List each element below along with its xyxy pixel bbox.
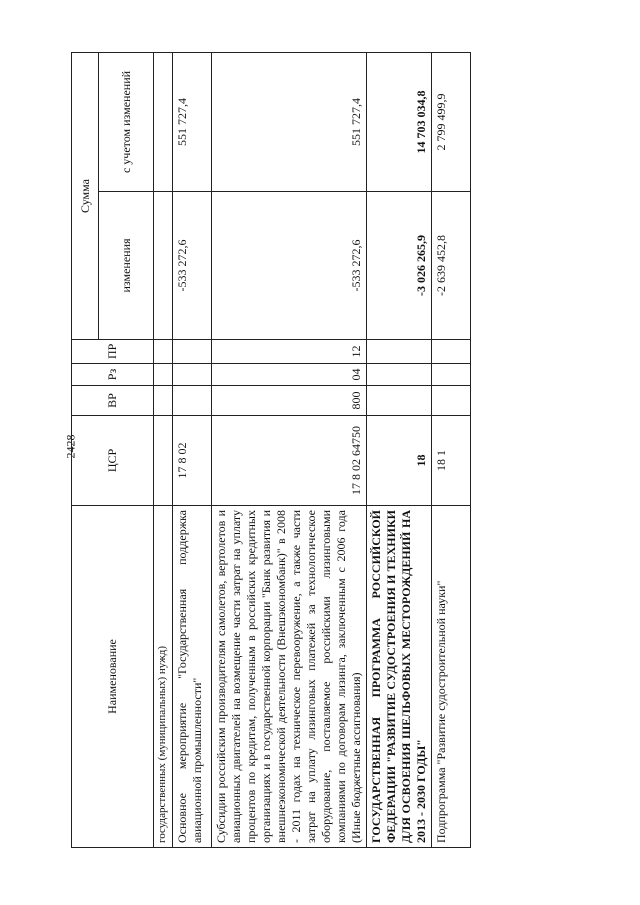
row-name: государственных (муниципальных) нужд) — [154, 506, 173, 848]
row-name: ГОСУДАРСТВЕННАЯ ПРОГРАММА РОССИЙСКОЙ ФЕДЕРАЦИИ "РАЗВИТИЕ СУДОСТРОЕНИЯ И ТЕХНИКИ ДЛЯ ОСВОЕНИЯ ШЕЛЬФОВЫХ МЕСТОРОЖДЕНИЙ НА 2013 - 2030 ГОДЫ" — [366, 506, 431, 848]
row-rz — [366, 364, 431, 386]
table-row — [211, 52, 366, 847]
row-vr — [172, 386, 211, 416]
header-rz: Рз — [72, 364, 154, 386]
row-pr — [431, 340, 470, 364]
header-name: Наименование — [72, 506, 154, 848]
row-changes: -533 272,6 — [172, 192, 211, 340]
row-pr: 12 — [211, 340, 366, 364]
page-number: 2428 — [63, 434, 78, 459]
row-pr — [154, 340, 173, 364]
row-with-changes: 2 799 499,9 — [431, 52, 470, 191]
budget-table — [71, 52, 471, 848]
header-pr: ПР — [72, 340, 154, 364]
row-csr: 18 — [366, 416, 431, 506]
row-name: Основное мероприятие "Государственная поддержка авиационной промышленности" — [172, 506, 211, 848]
row-rz — [172, 364, 211, 386]
header-vr: ВР — [72, 386, 154, 416]
budget-table-sheet — [71, 53, 615, 848]
row-pr — [172, 340, 211, 364]
header-row-1 — [72, 52, 99, 847]
row-changes: -533 272,6 — [211, 192, 366, 340]
table-row — [366, 52, 431, 847]
row-with-changes — [154, 52, 173, 191]
header-changes: изменения — [99, 192, 154, 340]
row-vr — [366, 386, 431, 416]
row-vr — [431, 386, 470, 416]
row-rz — [154, 364, 173, 386]
row-vr: 800 — [211, 386, 366, 416]
table-row — [154, 52, 173, 847]
table-row — [172, 52, 211, 847]
row-name: Субсидии российским производителям самолетов, вертолетов и авиационных двигателей на возмещение части затрат на уплату процентов по кредитам, полученным в российских кредитных организациях и в государственной корпорации "Банк развития и внешнеэкономической деятельности (Внешэкономбанк)" в 2008 - 2011 годах на техническое перевооружение, а также части затрат на уплату лизинговых платежей за технологическое оборудование, поставляемое российскими лизинговыми компаниями по договорам лизинга, заключенным с 2006 года (Иные бюджетные ассигнования) — [211, 506, 366, 848]
row-pr — [366, 340, 431, 364]
row-with-changes: 551 727,4 — [211, 52, 366, 191]
row-with-changes: 551 727,4 — [172, 52, 211, 191]
header-sum: Сумма — [72, 52, 99, 339]
row-changes — [154, 192, 173, 340]
row-with-changes: 14 703 034,8 — [366, 52, 431, 191]
row-changes: -2 639 452,8 — [431, 192, 470, 340]
row-changes: -3 026 265,9 — [366, 192, 431, 340]
header-csr: ЦСР — [72, 416, 154, 506]
row-name: Подпрограмма "Развитие судостроительной науки" — [431, 506, 470, 848]
table-row — [431, 52, 470, 847]
header-with-changes: с учетом изменений — [99, 52, 154, 191]
row-csr: 17 8 02 64750 — [211, 416, 366, 506]
row-rz: 04 — [211, 364, 366, 386]
row-csr — [154, 416, 173, 506]
row-rz — [431, 364, 470, 386]
row-csr: 18 1 — [431, 416, 470, 506]
row-csr: 17 8 02 — [172, 416, 211, 506]
row-vr — [154, 386, 173, 416]
